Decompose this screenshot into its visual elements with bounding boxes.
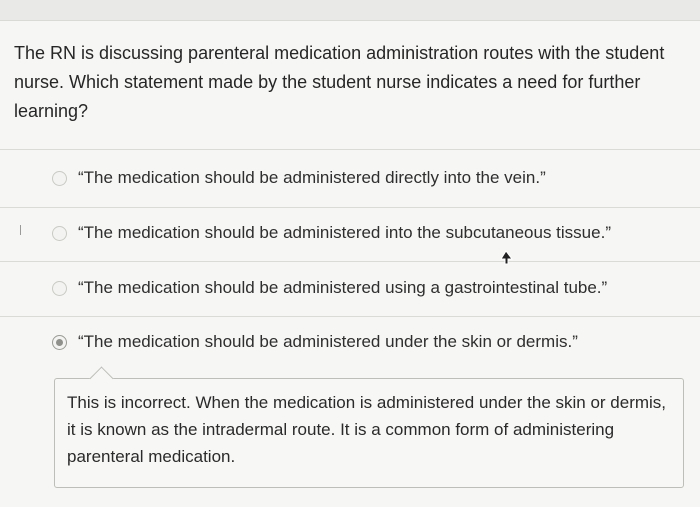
text-cursor-icon — [20, 225, 21, 235]
radio-button-selected-icon[interactable] — [52, 335, 67, 350]
radio-button-icon[interactable] — [52, 171, 67, 186]
answer-option-label: “The medication should be administered using a gastrointestinal tube.” — [78, 278, 608, 297]
answer-option-label: “The medication should be administered directly into the vein.” — [78, 168, 546, 187]
radio-button-icon[interactable] — [52, 281, 67, 296]
answer-option-1[interactable] — [0, 153, 700, 203]
answer-option-label: “The medication should be administered into the subcutaneous tissue.” — [78, 223, 611, 242]
feedback-caret — [89, 366, 113, 390]
mouse-pointer-icon — [500, 250, 514, 266]
question-card — [0, 20, 700, 507]
answer-option-3[interactable] — [0, 263, 700, 313]
feedback-text: This is incorrect. When the medication is administered under the skin or dermis, it is known as the intradermal route. It is a common form of administering parenteral medication. — [67, 393, 667, 466]
answer-option-2[interactable] — [0, 208, 700, 258]
radio-button-icon[interactable] — [52, 226, 67, 241]
answer-option-4[interactable] — [0, 317, 700, 367]
divider — [0, 149, 700, 150]
divider — [0, 261, 700, 262]
question-text: The RN is discussing parenteral medication administration routes with the student nurse. Which statement made by the student nurse indicates a need for further learning? — [14, 43, 665, 121]
feedback-box — [54, 378, 684, 488]
answer-option-label: “The medication should be administered under the skin or dermis.” — [78, 332, 578, 351]
